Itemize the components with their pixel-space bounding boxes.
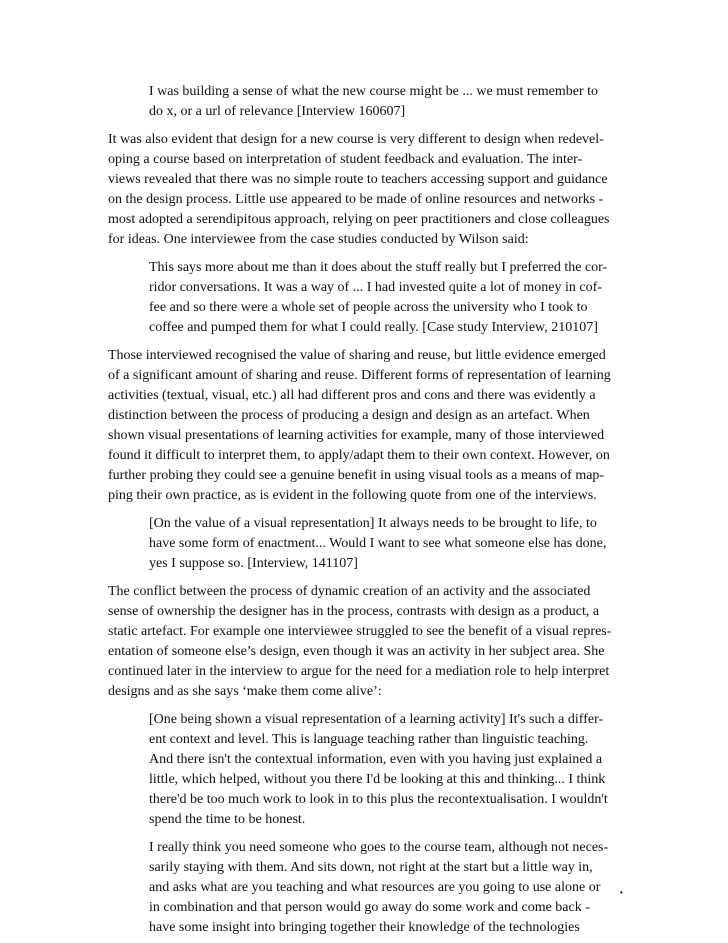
text-line: And there isn't the contextual information, even with you having just explained a [149, 752, 603, 767]
text-line: have some insight into bringing together their knowledge of the technologies [149, 920, 580, 935]
block-quote [108, 514, 623, 574]
text-line: for ideas. One interviewee from the case studies conducted by Wilson said: [108, 232, 529, 247]
text-line: fee and so there were a whole set of people across the university who I took to [149, 300, 588, 315]
text-line: I really think you need someone who goes to the course team, although not neces- [149, 840, 609, 855]
text-line: shown visual presentations of learning activities for example, many of those interviewed [108, 428, 605, 443]
text-line: on the design process. Little use appeared to be made of online resources and networks - [108, 192, 604, 207]
block-quote [108, 258, 623, 338]
text-line: I was building a sense of what the new course might be ... we must remember to [149, 84, 599, 99]
text-line: little, which helped, without you there I'd be looking at this and thinking... I think [149, 772, 606, 787]
text-line: ent context and level. This is language teaching rather than linguistic teaching. [149, 732, 589, 747]
text-line: distinction between the process of producing a design and design as an artefact. When [108, 408, 590, 423]
body-paragraph [108, 130, 623, 250]
text-line: coffee and pumped them for what I could really. [Case study Interview, 210107] [149, 320, 598, 335]
text-line: ridor conversations. It was a way of ... I had invested quite a lot of money in cof- [149, 280, 602, 295]
text-line: static artefact. For example one interviewee struggled to see the benefit of a visual repres- [108, 624, 612, 639]
text-line: views revealed that there was no simple route to teachers accessing support and guidance [108, 172, 608, 187]
text-line: Those interviewed recognised the value of sharing and reuse, but little evidence emerged [108, 348, 606, 363]
block-quote [108, 82, 623, 122]
text-line: [One being shown a visual representation of a learning activity] It's such a differ- [149, 712, 604, 727]
text-line: It was also evident that design for a new course is very different to design when redevel- [108, 132, 604, 147]
text-line: there'd be too much work to look in to this plus the recontextualisation. I wouldn't [149, 792, 608, 807]
text-line: sense of ownership the designer has in the process, contrasts with design as a product, a [108, 604, 600, 619]
text-line: do x, or a url of relevance [Interview 160607] [149, 104, 406, 119]
text-line: yes I suppose so. [Interview, 141107] [149, 556, 358, 571]
body-paragraph [108, 346, 623, 506]
text-line: most adopted a serendipitous approach, relying on peer practitioners and close colleagues [108, 212, 610, 227]
text-line: This says more about me than it does about the stuff really but I preferred the cor- [149, 260, 608, 275]
block-quote [108, 710, 623, 830]
text-line: [On the value of a visual representation] It always needs to be brought to life, to [149, 516, 597, 531]
text-line: in combination and that person would go away do some work and come back - [149, 900, 590, 915]
text-line: entation of someone else’s design, even though it was an activity in her subject area. She [108, 644, 605, 659]
text-line: further probing they could see a genuine benefit in using visual tools as a means of map- [108, 468, 605, 483]
body-paragraph [108, 582, 623, 702]
block-quote [108, 838, 623, 938]
text-line: spend the time to be honest. [149, 812, 306, 827]
page-mark: · [619, 886, 624, 901]
text-line: ping their own practice, as is evident in the following quote from one of the interviews. [108, 488, 597, 503]
text-line: of a significant amount of sharing and reuse. Different forms of representation of learning [108, 368, 611, 383]
text-line: sarily staying with them. And sits down, not right at the start but a little way in, [149, 860, 593, 875]
text-line: and asks what are you teaching and what resources are you going to use alone or [149, 880, 601, 895]
text-line: have some form of enactment... Would I want to see what someone else has done, [149, 536, 607, 551]
text-line: oping a course based on interpretation of student feedback and evaluation. The inter- [108, 152, 583, 167]
text-line: designs and as she says ‘make them come alive’: [108, 684, 382, 699]
text-line: found it difficult to interpret them, to apply/adapt them to their own context. However, on [108, 448, 610, 463]
text-line: activities (textual, visual, etc.) all had different pros and cons and there was evidently a [108, 388, 596, 403]
document-page [108, 82, 623, 938]
text-line: The conflict between the process of dynamic creation of an activity and the associated [108, 584, 591, 599]
text-line: continued later in the interview to argue for the need for a mediation role to help interpret [108, 664, 610, 679]
